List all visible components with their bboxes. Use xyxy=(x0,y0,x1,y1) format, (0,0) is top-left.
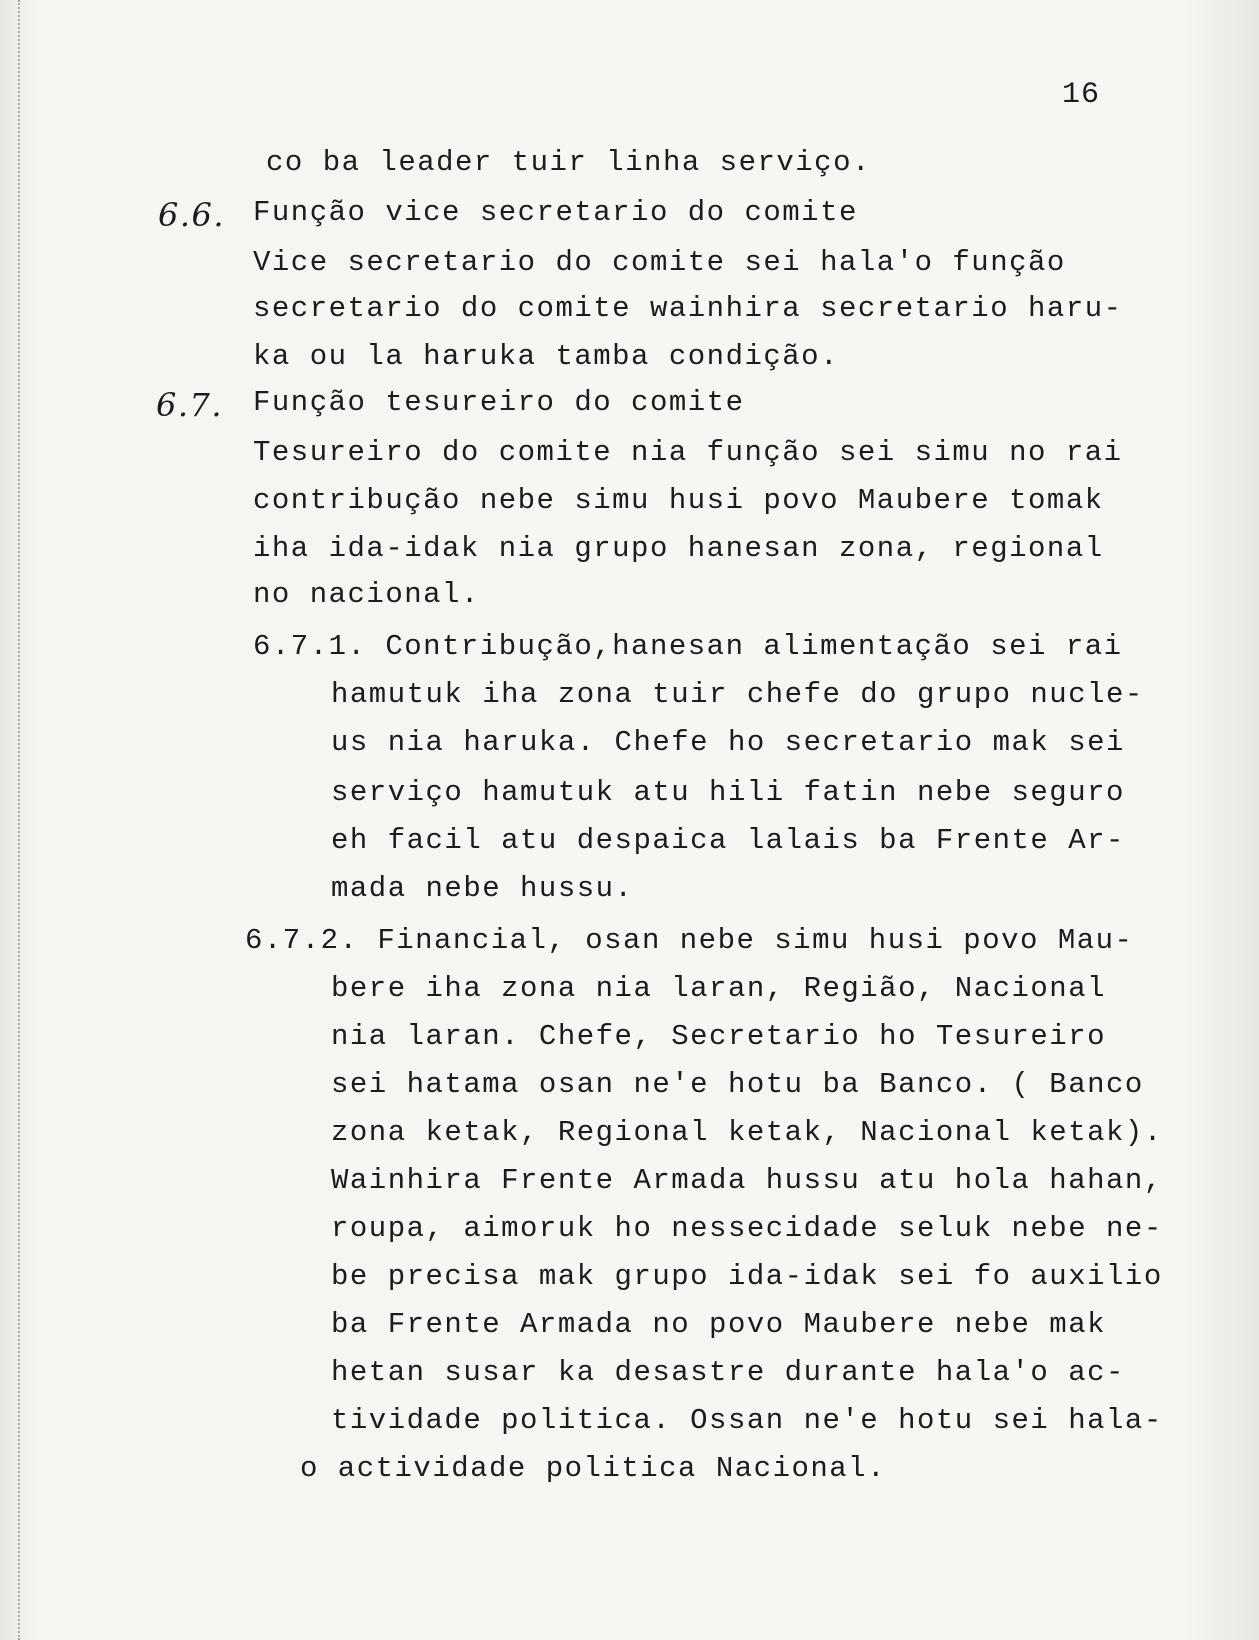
text-line: no nacional. xyxy=(253,578,480,611)
text-line: tividade politica. Ossan ne'e hotu sei hala- xyxy=(331,1404,1163,1437)
text-line: Vice secretario do comite sei hala'o função xyxy=(253,246,1066,279)
page-number: 16 xyxy=(1062,78,1101,112)
text-line: eh facil atu despaica lalais ba Frente Ar- xyxy=(331,824,1125,857)
text-line: hetan susar ka desastre durante hala'o ac- xyxy=(331,1356,1125,1389)
text-line: bere iha zona nia laran, Região, Nacional xyxy=(331,972,1107,1005)
page-edge xyxy=(18,0,23,1640)
text-line: Wainhira Frente Armada hussu atu hola hahan, xyxy=(331,1164,1163,1197)
text-line: serviço hamutuk atu hili fatin nebe seguro xyxy=(331,776,1125,809)
text-line: secretario do comite wainhira secretario haru- xyxy=(253,292,1123,325)
subsection-line: 6.7.2. Financial, osan nebe simu husi povo Mau- xyxy=(245,924,1134,957)
text-line: iha ida-idak nia grupo hanesan zona, regional xyxy=(253,532,1104,565)
text-line: zona ketak, Regional ketak, Nacional ketak). xyxy=(331,1116,1163,1149)
text-line: o actividade politica Nacional. xyxy=(300,1452,886,1485)
text-line: co ba leader tuir linha serviço. xyxy=(266,146,871,179)
text-line: Tesureiro do comite nia função sei simu no rai xyxy=(253,436,1123,469)
section-heading: Função tesureiro do comite xyxy=(253,386,745,419)
text-line: ka ou la haruka tamba condição. xyxy=(253,340,839,373)
section-number-handwritten: 6.6. xyxy=(158,196,226,234)
text-line: sei hatama osan ne'e hotu ba Banco. ( Banco xyxy=(331,1068,1144,1101)
text-line: roupa, aimoruk ho nessecidade seluk nebe ne- xyxy=(331,1212,1163,1245)
text-line: nia laran. Chefe, Secretario ho Tesureiro xyxy=(331,1020,1107,1053)
text-line: ba Frente Armada no povo Maubere nebe mak xyxy=(331,1308,1107,1341)
text-line: mada nebe hussu. xyxy=(331,872,634,905)
text-line: hamutuk iha zona tuir chefe do grupo nucle- xyxy=(331,678,1144,711)
section-heading: Função vice secretario do comite xyxy=(253,196,858,229)
text-line: us nia haruka. Chefe ho secretario mak sei xyxy=(331,726,1125,759)
subsection-line: 6.7.1. Contribução,hanesan alimentação sei rai xyxy=(253,630,1123,663)
section-number-handwritten: 6.7. xyxy=(156,386,224,424)
text-line: be precisa mak grupo ida-idak sei fo auxilio xyxy=(331,1260,1163,1293)
text-line: contribução nebe simu husi povo Maubere tomak xyxy=(253,484,1104,517)
